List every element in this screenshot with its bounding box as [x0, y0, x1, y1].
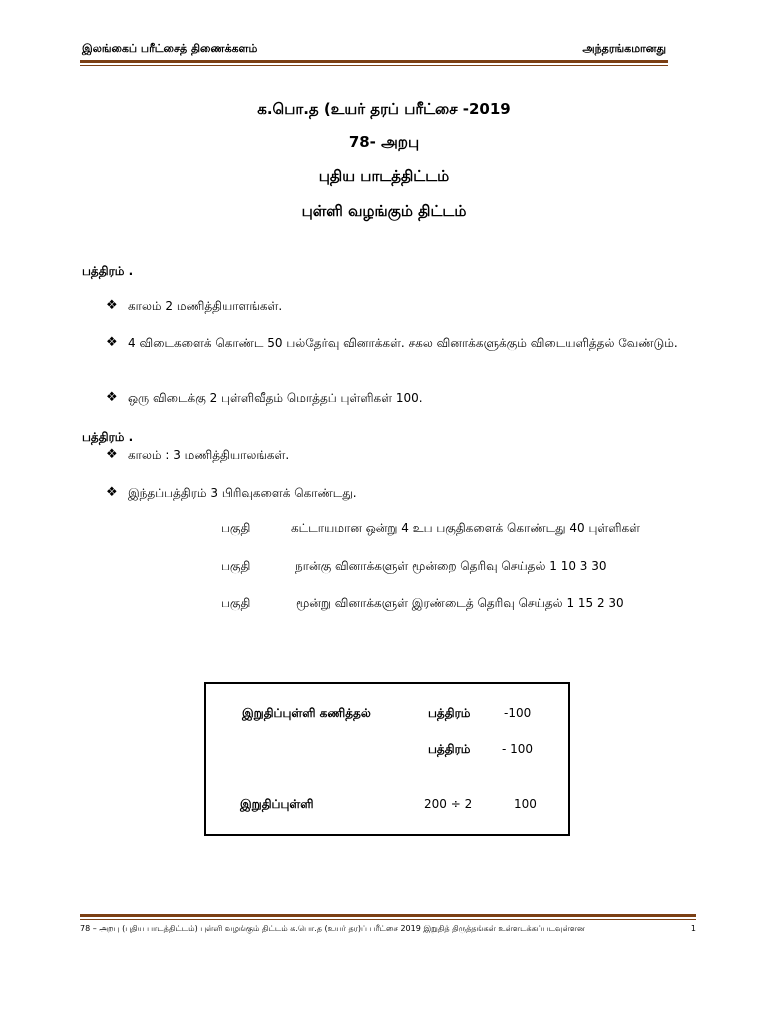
page-header [80, 40, 668, 60]
bullet-text: காலம் : 3 மணித்தியாலங்கள். [128, 448, 290, 462]
marking-scheme-title: புள்ளி வழங்கும் திட்டம் [301, 202, 467, 220]
part-label: பகுதி [221, 559, 251, 573]
subject-title: 78- அறபு [348, 133, 420, 151]
syllabus-title: புதிய பாடத்திட்டம் [318, 167, 450, 185]
paper-b-value: - 100 [502, 742, 534, 756]
bullet-text: காலம் 2 மணித்தியாளங்கள். [128, 299, 283, 313]
paper1-heading: பத்திரம் . [82, 264, 134, 278]
paper2-heading: பத்திரம் . [82, 430, 134, 444]
paper-b-label: பத்திரம் [428, 742, 471, 756]
final-formula: 200 ÷ 2 [424, 797, 473, 811]
header-rule-thick [80, 60, 668, 63]
final-marks-box [204, 682, 570, 836]
final-value: 100 [514, 797, 537, 811]
part-label: பகுதி [221, 596, 251, 610]
diamond-bullet-icon: ❖ [106, 298, 118, 313]
part-description: மூன்று வினாக்களுள் இரண்டைத் தெரிவு செய்தல் 1 15 2 30 [296, 596, 624, 610]
paper-a-value: -100 [504, 706, 532, 720]
confidential-label: அந்தரங்கமானது [582, 42, 666, 55]
bullet-text: இந்தப்பத்திரம் 3 பிரிவுகளைக் கொண்டது. [128, 486, 357, 500]
bullet-text: ஒரு விடைக்கு 2 புள்ளிவீதம் மொத்தப் புள்ளிகள் 100. [128, 391, 423, 405]
final-label: இறுதிப்புள்ளி [240, 797, 314, 811]
diamond-bullet-icon: ❖ [106, 335, 118, 350]
diamond-bullet-icon: ❖ [106, 390, 118, 405]
part-label: பகுதி [221, 521, 251, 535]
page-footer [80, 924, 696, 938]
header-rule-thin [80, 65, 668, 66]
page-number: 1 [690, 924, 696, 933]
footer-rule-thin [80, 919, 696, 920]
bullet-text: 4 விடைகளைக் கொண்ட 50 பல்தேர்வு வினாக்கள். சகல வினாக்களுக்கும் விடையளித்தல் வேண்டும். [128, 336, 678, 350]
part-description: கட்டாயமான ஒன்று 4 உப பகுதிகளைக் கொண்டது 40 புள்ளிகள் [291, 521, 640, 535]
calc-label: இறுதிப்புள்ளி கணித்தல் [242, 706, 371, 720]
diamond-bullet-icon: ❖ [106, 447, 118, 462]
footer-rule-thick [80, 914, 696, 917]
exam-title: க.பொ.த (உயர் தரப் பரீட்சை -2019 [257, 100, 511, 118]
diamond-bullet-icon: ❖ [106, 485, 118, 500]
footer-text: 78 – அறபு (புதிய பாடத்திட்டம்) புள்ளி வழங்கும் திட்டம் க.பொ.த (உயர் தர)ப் பரீட்சை 2019 இறுதித் திருத்தங்கள் உள்ளடக்கப்படவுள்ளன [80, 924, 585, 933]
department-name: இலங்கைப் பரீட்சைத் திணைக்களம் [82, 42, 258, 55]
part-description: நான்கு வினாக்களுள் மூன்றை தெரிவு செய்தல் 1 10 3 30 [295, 559, 607, 573]
paper-a-label: பத்திரம் [428, 706, 471, 720]
